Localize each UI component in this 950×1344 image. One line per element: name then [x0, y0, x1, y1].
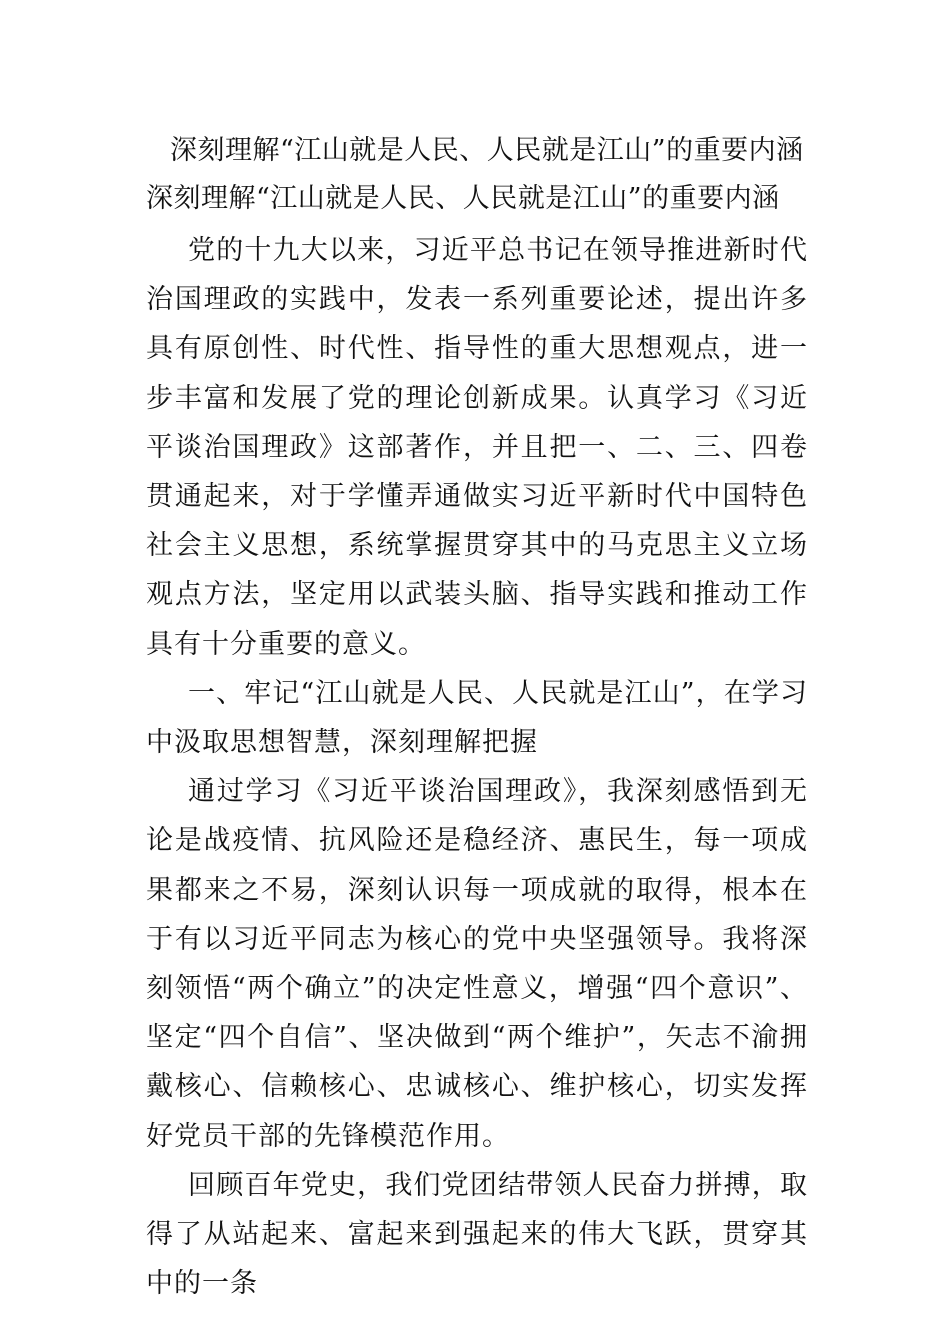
- document-body: [146, 226, 808, 1308]
- section-heading-1: 一、牢记“江山就是人民、人民就是江山”，在学习中汲取思想智慧，深刻理解把握: [146, 677, 808, 759]
- paragraph-study: 通过学习《习近平谈治国理政》，我深刻感悟到无论是战疫情、抗风险还是稳经济、惠民生，每一项成果都来之不易，深刻认识每一项成就的取得，根本在于有以习近平同志为核心的党中央坚强领导。我将深刻领悟“两个确立”的决定性意义，增强“四个意识”、坚定“四个自信”、坚决做到“两个维护”，矢志不渝拥戴核心、信赖核心、忠诚核心、维护核心，切实发挥好党员干部的先锋模范作用。: [146, 776, 808, 1152]
- document-title-line-1: 深刻理解“江山就是人民、人民就是江山”的重要内涵: [170, 135, 804, 166]
- document-title-line-2: 深刻理解“江山就是人民、人民就是江山”的重要内涵: [146, 183, 780, 214]
- paragraph-intro: 党的十九大以来，习近平总书记在领导推进新时代治国理政的实践中，发表一系列重要论述，提出许多具有原创性、时代性、指导性的重大思想观点，进一步丰富和发展了党的理论创新成果。认真学习《习近平谈治国理政》这部著作，并且把一、二、三、四卷贯通起来，对于学懂弄通做实习近平新时代中国特色社会主义思想，系统掌握贯穿其中的马克思主义立场观点方法，坚定用以武装头脑、指导实践和推动工作具有十分重要的意义。: [146, 235, 808, 660]
- paragraph-history: 回顾百年党史，我们党团结带领人民奋力拼搏，取得了从站起来、富起来到强起来的伟大飞跃，贯穿其中的一条: [146, 1169, 808, 1300]
